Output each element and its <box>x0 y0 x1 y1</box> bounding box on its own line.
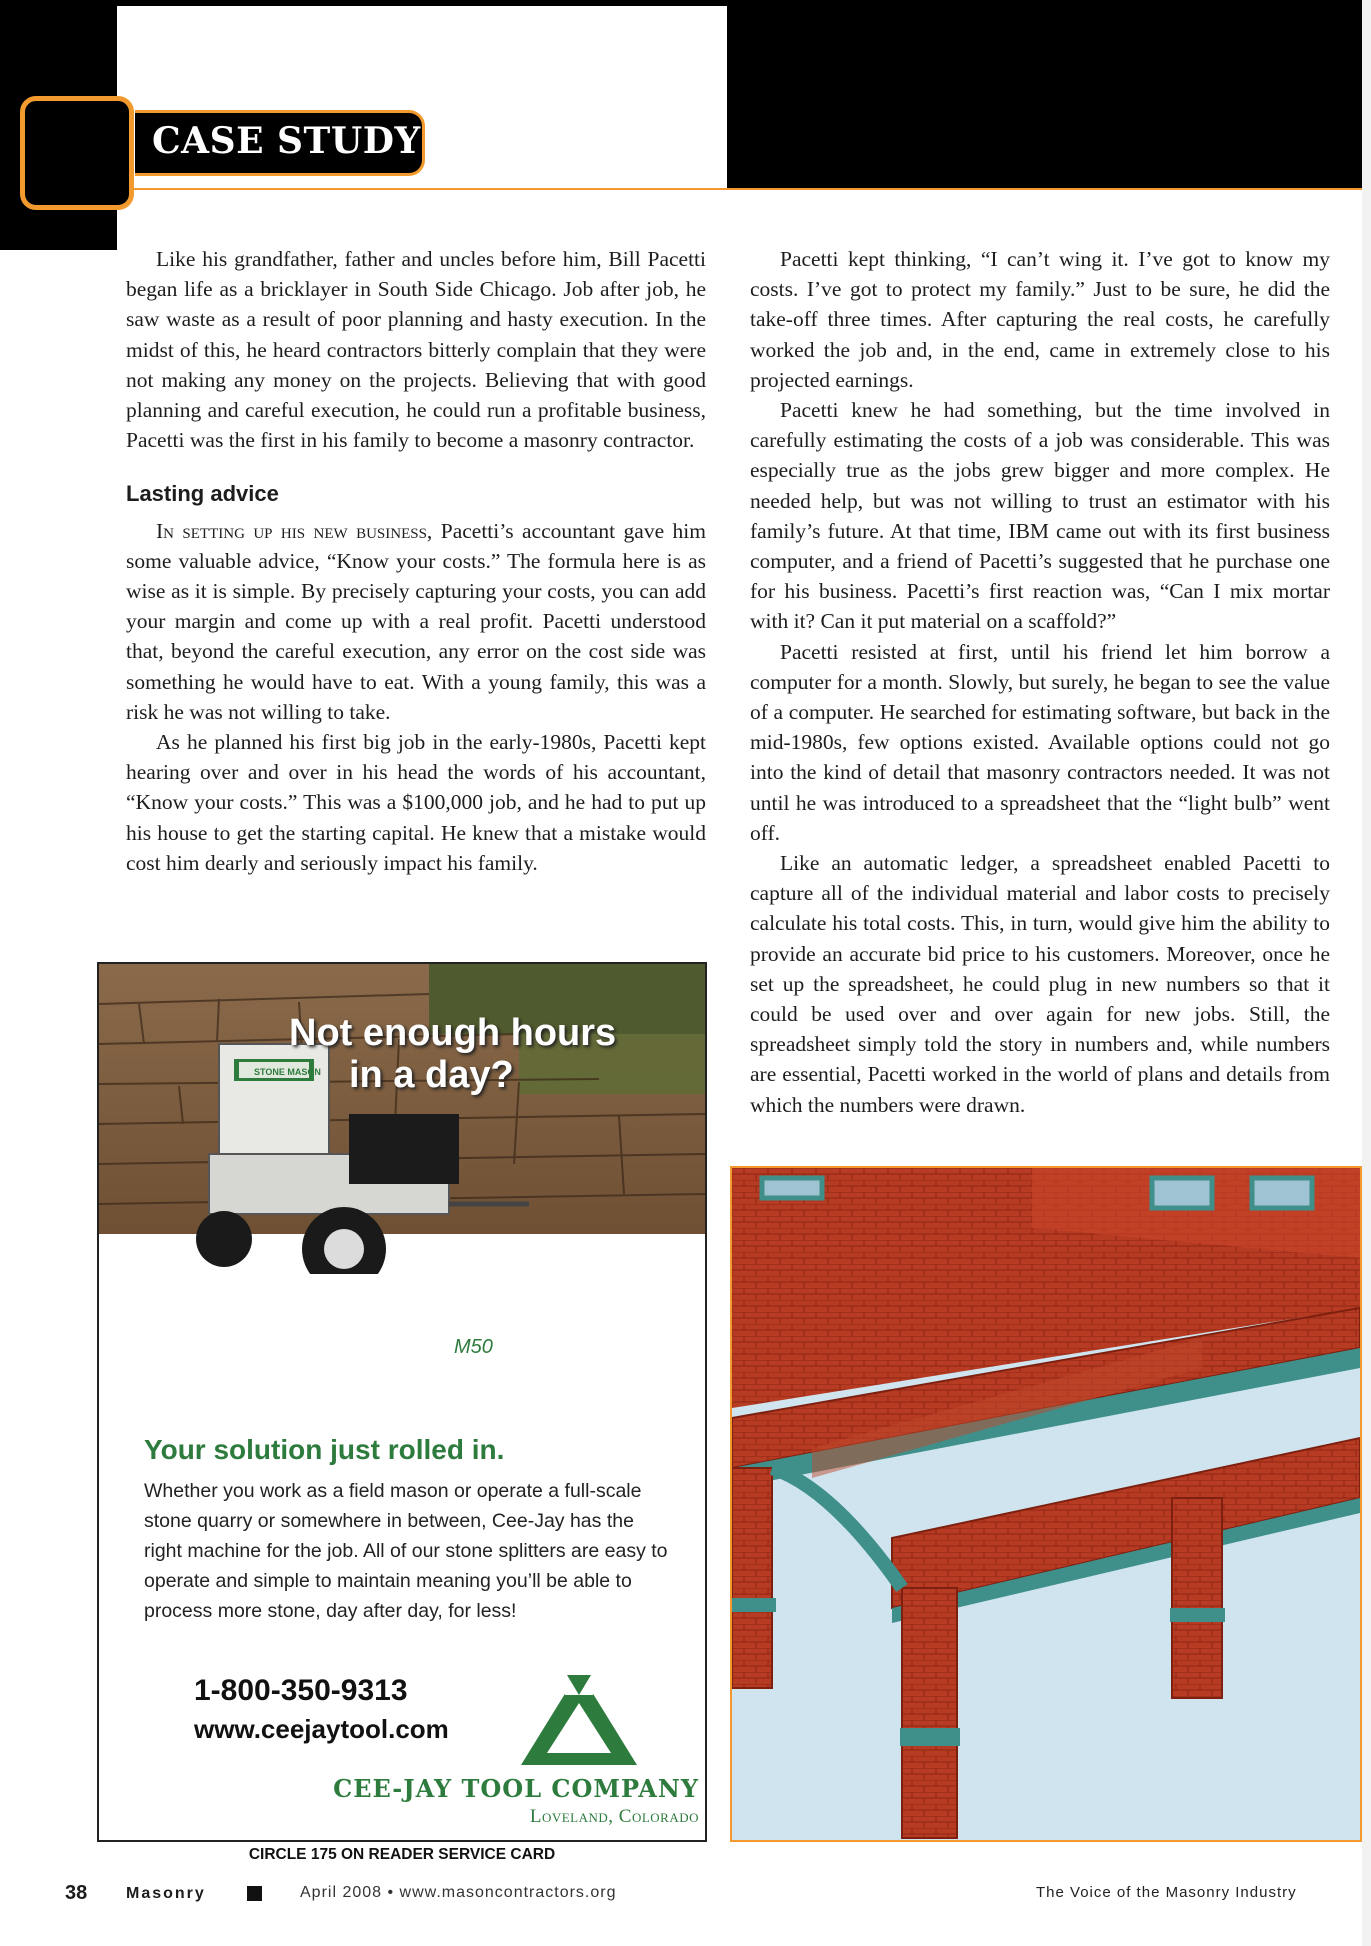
ad-headline <box>289 1012 707 1096</box>
machine-badge: STONE MASON <box>254 1067 321 1077</box>
section-marker-box <box>20 96 134 210</box>
article-paragraph: Pacetti resisted at first, until his friend let him borrow a computer for a month. Slowly, but surely, he began to see the value of a computer. He searched for estimating software, but back in the mid-1980s, few options existed. Available options could not go into the kind of detail that masonry contractors needed. It was not until he was introduced to a spreadsheet that the “light bulb” went off. <box>750 639 1330 845</box>
ad-phone: 1-800-350-9313 <box>194 1674 408 1707</box>
ad-model-label: M50 <box>454 1336 493 1358</box>
article-paragraph <box>126 516 706 727</box>
magazine-name: Masonry <box>126 1885 206 1902</box>
ad-headline-line: in a day? <box>349 1054 514 1096</box>
article-paragraph: Like his grandfather, father and uncles before him, Bill Pacetti began life as a bricklayer in South Side Chicago. Job after job, he saw waste as a result of poor planning and hasty execution. In the midst of this, he heard contractors bitterly complain that they were not making any money on the projects. Believing that with good planning and careful execution, he could run a profitable business, Pacetti was the first in his family to become a masonry contractor. <box>126 247 706 453</box>
issue-date-url: April 2008 • www.masoncontractors.org <box>300 1884 617 1901</box>
paragraph-body: Pacetti’s accountant gave him some valuable advice, “Know your costs.” The formula here is as wise as it is simple. By precisely capturing your costs, you can add your margin and come up with a real profit. Pacetti understood that, beyond the careful execution, any error on the cost side was something he would have to eat. With a young family, this was a risk he was not willing to take. <box>126 518 706 724</box>
page-number: 38 <box>65 1882 88 1904</box>
ad-headline-line: Not enough hours <box>289 1012 617 1054</box>
brick-structure-illustration <box>732 1168 1360 1840</box>
ceejay-logo-icon <box>519 1669 639 1769</box>
ad-website: www.ceejaytool.com <box>194 1714 449 1744</box>
ad-photo-stone-splitter <box>99 964 705 1274</box>
reader-service-note: CIRCLE 175 ON READER SERVICE CARD <box>248 1846 556 1863</box>
masonry-3d-render <box>730 1166 1362 1842</box>
ad-body: Whether you work as a field mason or operate a full-scale stone quarry or somewhere in between, Cee-Jay has the right machine for the job. All of our stone splitters are easy to operate and simple to maintain meaning you’ll be able to process more stone, day after day, for less! <box>144 1480 668 1622</box>
page-edge <box>1362 0 1371 1946</box>
header-band-right <box>727 0 1371 190</box>
article-column-right <box>750 244 1330 1120</box>
footer-square-icon <box>247 1886 262 1901</box>
article-paragraph: Pacetti kept thinking, “I can’t wing it. I’ve got to know my costs. I’ve got to protect my family.” Just to be sure, he did the take-off three times. After capturing the real costs, he carefully worked the job and, in the end, came in extremely close to his projected earnings. <box>750 247 1330 392</box>
header-rule <box>117 188 1371 190</box>
ad-company-location: Loveland, Colorado <box>529 1806 699 1827</box>
section-label: CASE STUDY <box>152 120 421 162</box>
advertisement <box>97 962 707 1842</box>
ad-tagline: Your solution just rolled in. <box>144 1434 505 1465</box>
article-paragraph: As he planned his first big job in the early-1980s, Pacetti kept hearing over and over in his head the words of his accountant, “Know your costs.” This was a $100,000 job, and he had to put up his house to get the starting capital. He knew that a mistake would cost him dearly and seriously impact his family. <box>126 730 706 875</box>
article-paragraph: Like an automatic ledger, a spreadsheet enabled Pacetti to capture all of the individual material and labor costs to precisely calculate his total costs. This, in turn, would give him the ability to provide an accurate bid price to his customers. Moreover, once he set up the spreadsheet, he could plug in new numbers so that it could be used over and over again for new jobs. Still, the spreadsheet simply told the story in numbers and, while numbers are essential, Pacetti worked in the world of plans and details from which the numbers were drawn. <box>750 851 1330 1117</box>
lead-in: In setting up his new business, <box>156 518 433 543</box>
ad-company-name: CEE-JAY TOOL COMPANY <box>333 1774 699 1803</box>
article-subhead: Lasting advice <box>126 481 279 507</box>
article-column-left <box>126 244 706 878</box>
magazine-tagline: The Voice of the Masonry Industry <box>1036 1884 1297 1901</box>
article-paragraph: Pacetti knew he had something, but the time involved in carefully estimating the costs of a job was considerable. This was especially true as the jobs grew bigger and more complex. He needed help, but was not willing to trust an estimator with his family’s future. At that time, IBM came out with its first business computer, and a friend of Pacetti’s suggested that he purchase one for his business. Pacetti’s first reaction was, “Can I mix mortar with it? Can it put material on a scaffold?” <box>750 398 1330 634</box>
